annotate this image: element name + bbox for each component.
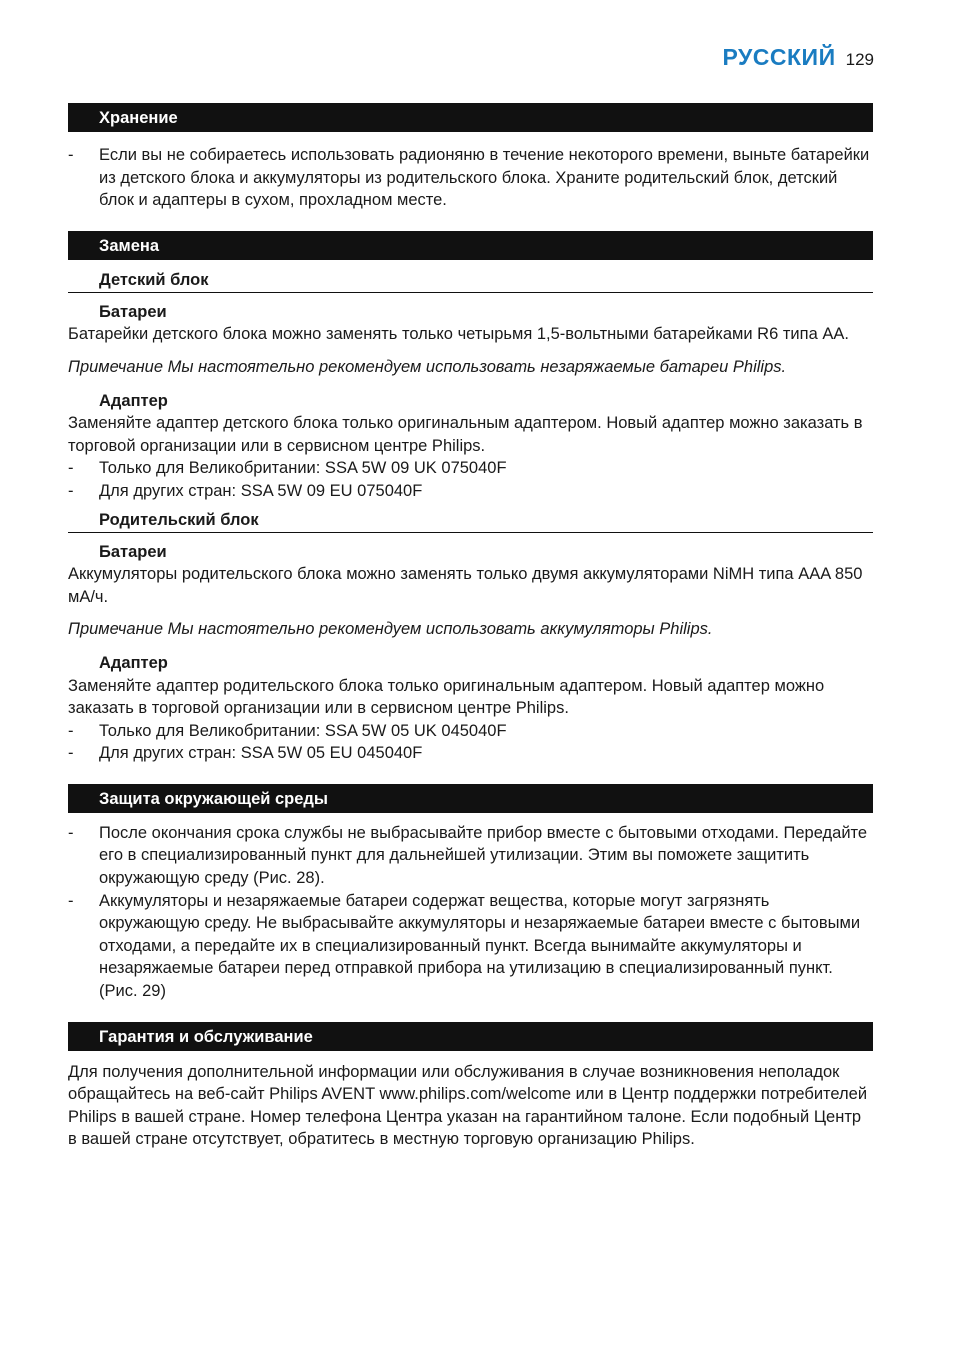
list-item bbox=[68, 720, 873, 743]
page-header bbox=[722, 44, 874, 80]
warranty-text: Для получения дополнительной информации или обслуживания в случае возникновения неполадок обращайтесь на веб-сайт Philips AVENT www.philips.com/welcome или в Центр поддержки потребителей Philips в вашей стране. Номер телефона Центра указан на гарантийном талоне. Если подобный Центр в вашей стране отсутствует, обратитесь в местную торговую организацию Philips. bbox=[68, 1062, 868, 1149]
section-heading-environment: Защита окружающей среды bbox=[68, 784, 873, 813]
list-item bbox=[68, 742, 873, 765]
heading-baby-adapter: Адаптер bbox=[99, 391, 168, 410]
list-item bbox=[68, 822, 873, 890]
heading-parent-adapter: Адаптер bbox=[99, 653, 168, 672]
bullet-dash: - bbox=[68, 481, 74, 500]
parent-adapter-uk: Только для Великобритании: SSA 5W 05 UK 045040F bbox=[99, 721, 507, 740]
baby-batteries-text: Батарейки детского блока можно заменять только четырьмя 1,5-вольтными батарейками R6 типа АА. bbox=[68, 325, 849, 344]
storage-text: Если вы не собираетесь использовать радионяню в течение некоторого времени, выньте батарейки из детского блока и аккумуляторы из родительского блока. Храните родительский блок, детский блок и адаптеры в сухом, прохладном месте. bbox=[99, 146, 870, 210]
parent-adapter-text: Заменяйте адаптер родительского блока только оригинальным адаптером. Новый адаптер можно заказать в торговой организации или в сервисном центре Philips. bbox=[68, 676, 825, 718]
baby-adapter-eu: Для других стран: SSA 5W 09 EU 075040F bbox=[99, 481, 423, 500]
page-content bbox=[68, 103, 873, 1151]
baby-batteries-note: Примечание Мы настоятельно рекомендуем использовать незаряжаемые батареи Philips. bbox=[68, 357, 787, 376]
section-heading-replacement: Замена bbox=[68, 231, 873, 260]
section-heading-warranty: Гарантия и обслуживание bbox=[68, 1022, 873, 1051]
parent-batteries-text: Аккумуляторы родительского блока можно заменять только двумя аккумуляторами NiMH типа AAA 850 мА/ч. bbox=[68, 565, 863, 606]
list-item bbox=[68, 480, 873, 503]
page-number: 129 bbox=[845, 50, 874, 69]
environment-text-1: После окончания срока службы не выбрасывайте прибор вместе с бытовыми отходами. Передайте его в специализированный пункт для дальнейшей утилизации. Этим вы поможете защитить окружающую среду (Рис. 28). bbox=[99, 823, 868, 888]
bullet-dash: - bbox=[68, 891, 74, 910]
heading-parent-batteries: Батареи bbox=[99, 542, 167, 561]
list-item bbox=[68, 457, 873, 480]
parent-adapter-eu: Для других стран: SSA 5W 05 EU 045040F bbox=[99, 744, 423, 763]
bullet-dash: - bbox=[68, 744, 74, 763]
list-item bbox=[68, 144, 873, 212]
parent-batteries-note: Примечание Мы настоятельно рекомендуем использовать аккумуляторы Philips. bbox=[68, 620, 713, 639]
heading-baby-batteries: Батареи bbox=[99, 302, 167, 321]
language-label: РУССКИЙ bbox=[722, 44, 836, 70]
bullet-dash: - bbox=[68, 823, 74, 842]
subheading-parent-unit: Родительский блок bbox=[68, 507, 873, 533]
baby-adapter-text: Заменяйте адаптер детского блока только оригинальным адаптером. Новый адаптер можно заказать в торговой организации или в сервисном центре Philips. bbox=[68, 414, 863, 455]
environment-text-2: Аккумуляторы и незаряжаемые батареи содержат вещества, которые могут загрязнять окружающую среду. Не выбрасывайте аккумуляторы и незаряжаемые батареи вместе с бытовыми отходами, а передайте их в специализированный пункт. Всегда вынимайте аккумуляторы и незаряжаемые батареи перед отправкой прибора на утилизацию в специализированный пункт. (Рис. 29) bbox=[99, 891, 861, 1001]
subheading-baby-unit: Детский блок bbox=[68, 267, 873, 293]
baby-adapter-uk: Только для Великобритании: SSA 5W 09 UK 075040F bbox=[99, 459, 507, 478]
bullet-dash: - bbox=[68, 721, 74, 740]
list-item bbox=[68, 890, 873, 1003]
bullet-dash: - bbox=[68, 146, 74, 164]
section-heading-storage: Хранение bbox=[68, 103, 873, 132]
bullet-dash: - bbox=[68, 459, 74, 478]
